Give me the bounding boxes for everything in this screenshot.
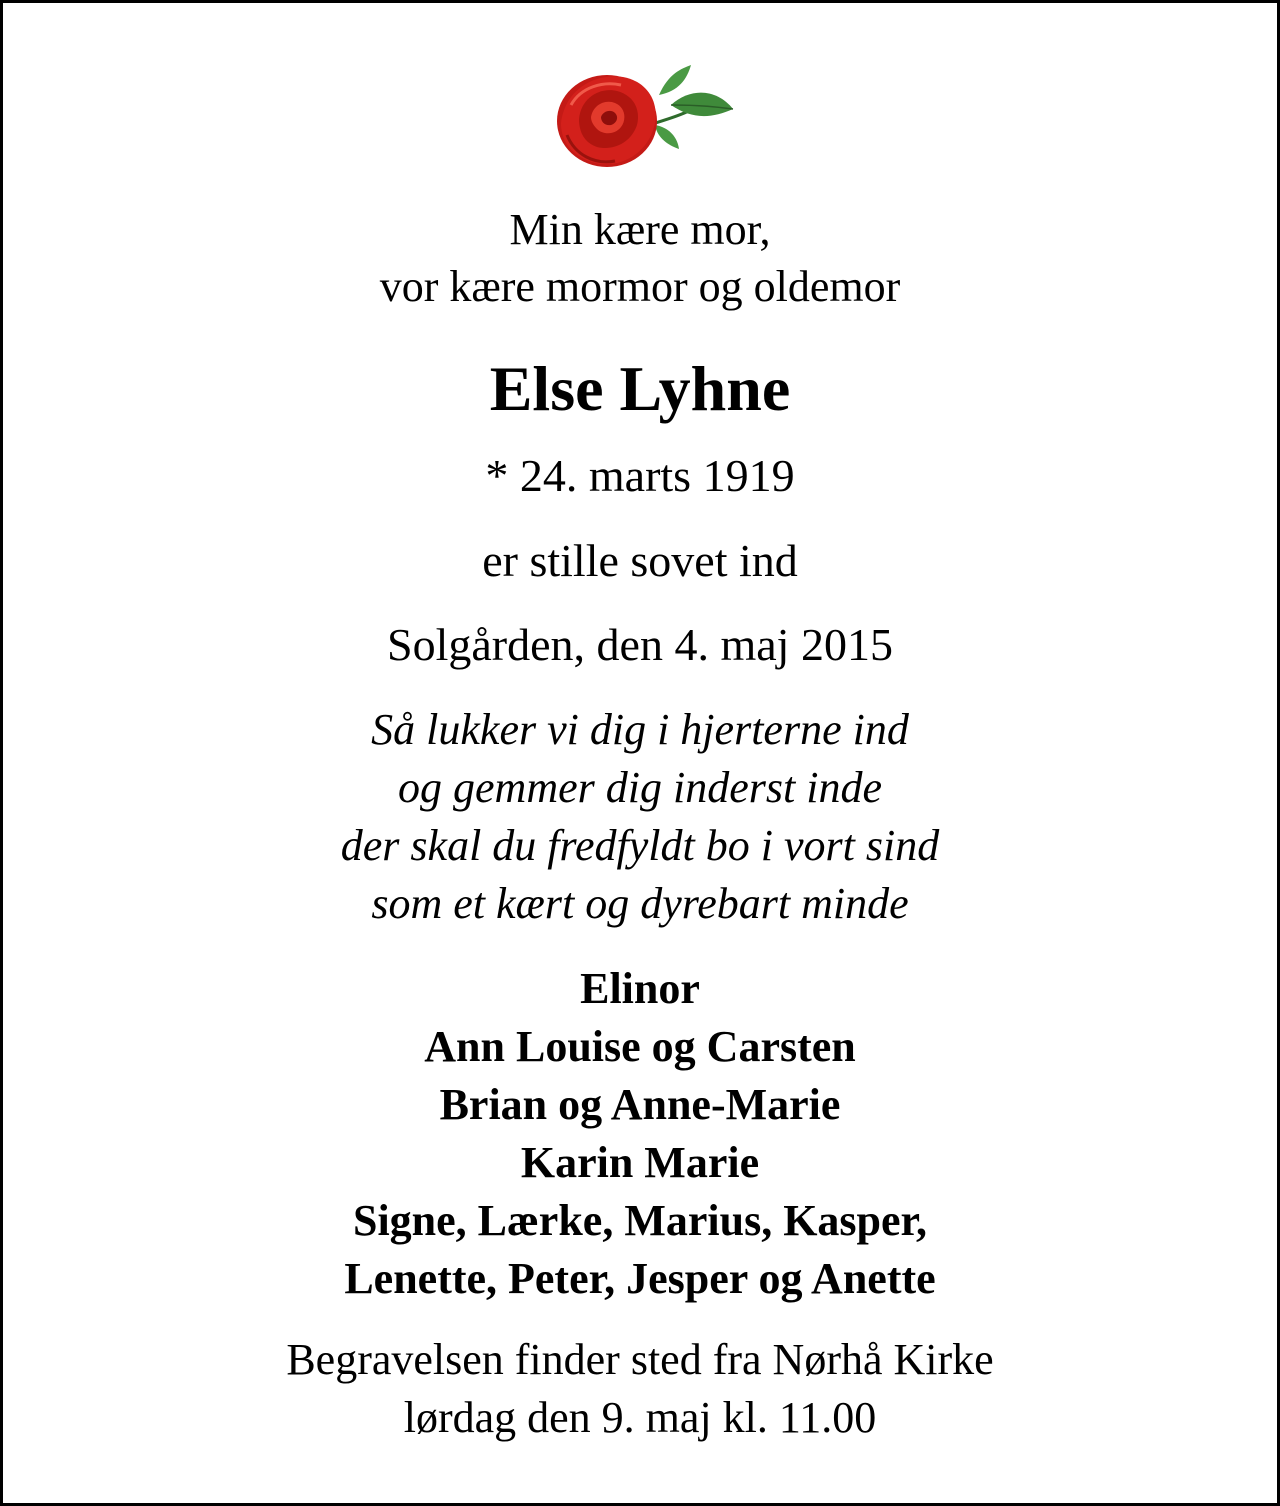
family-line: Signe, Lærke, Marius, Kasper, <box>352 1196 928 1245</box>
birth-date: * 24. marts 1919 <box>485 450 795 501</box>
family-line: Ann Louise og Carsten <box>424 1022 856 1071</box>
family-line: Lenette, Peter, Jesper og Anette <box>344 1254 936 1303</box>
place-and-date: Solgården, den 4. maj 2015 <box>387 619 893 670</box>
family-signatures <box>3 960 1277 1308</box>
family-line: Elinor <box>580 964 700 1013</box>
poem-line: som et kært og dyrebart minde <box>371 879 909 928</box>
poem-line: Så lukker vi dig i hjerterne ind <box>371 705 909 754</box>
poem-line: der skal du fredfyldt bo i vort sind <box>340 821 940 870</box>
funeral-line: lørdag den 9. maj kl. 11.00 <box>403 1393 877 1442</box>
poem-line: og gemmer dig inderst inde <box>398 763 882 812</box>
deceased-name: Else Lyhne <box>489 353 791 424</box>
rose-icon <box>551 65 739 175</box>
greeting-line-1: Min kære mor, <box>509 205 771 254</box>
funeral-line: Begravelsen finder sted fra Nørhå Kirke <box>286 1335 994 1384</box>
family-line: Karin Marie <box>520 1138 760 1187</box>
memorial-poem <box>3 701 1277 933</box>
funeral-info <box>3 1331 1277 1447</box>
passing-statement: er stille sovet ind <box>482 535 798 586</box>
family-line: Brian og Anne-Marie <box>439 1080 841 1129</box>
greeting-line-2: vor kære mormor og oldemor <box>379 262 901 311</box>
